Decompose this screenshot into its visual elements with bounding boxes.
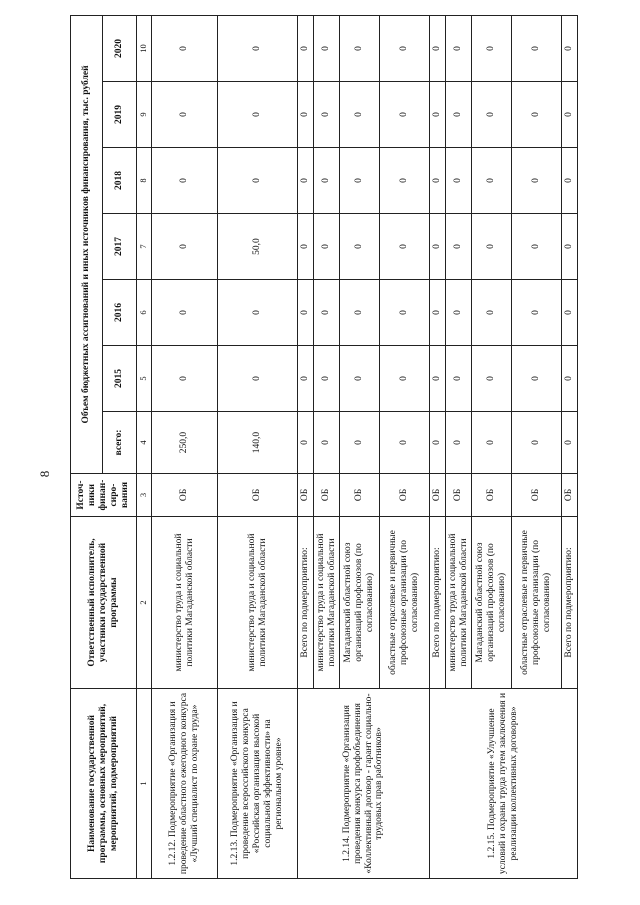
source-cell: ОБ: [446, 474, 472, 517]
value-cell: 0: [340, 280, 380, 346]
value-cell: 0: [472, 280, 512, 346]
value-cell: 0: [152, 82, 218, 148]
value-cell: 0: [446, 82, 472, 148]
value-cell: 0: [340, 82, 380, 148]
subaction-name: 1.2.15. Подмероприятие «Улучшение условий и охраны труда путем заключения и реализации коллективных договоров»: [430, 689, 578, 879]
executor-cell: Всего по подмероприятию:: [298, 517, 314, 689]
executor-cell: Всего по подмероприятию:: [430, 517, 446, 689]
value-cell: 0: [512, 148, 562, 214]
value-cell: 0: [512, 214, 562, 280]
value-cell: 0: [380, 15, 430, 81]
value-cell: 0: [562, 148, 578, 214]
value-cell: 0: [314, 82, 340, 148]
value-cell: 0: [298, 412, 314, 474]
header-year: 2017: [103, 214, 137, 280]
value-cell: 0: [380, 346, 430, 412]
value-cell: 0: [314, 346, 340, 412]
value-cell: 0: [218, 82, 298, 148]
value-cell: 0: [340, 412, 380, 474]
value-cell: 0: [446, 346, 472, 412]
value-cell: 0: [314, 15, 340, 81]
value-cell: 0: [472, 15, 512, 81]
value-cell: 0: [298, 82, 314, 148]
column-number: 3: [137, 474, 152, 517]
value-cell: 0: [380, 214, 430, 280]
value-cell: 0: [446, 148, 472, 214]
header-year: 2016: [103, 280, 137, 346]
column-number: 5: [137, 346, 152, 412]
source-cell: ОБ: [512, 474, 562, 517]
header-year: 2020: [103, 15, 137, 81]
value-cell: 0: [314, 148, 340, 214]
source-cell: ОБ: [298, 474, 314, 517]
source-cell: ОБ: [472, 474, 512, 517]
value-cell: 0: [472, 412, 512, 474]
value-cell: 140,0: [218, 412, 298, 474]
column-number: 6: [137, 280, 152, 346]
column-number-row: [137, 15, 152, 878]
value-cell: 0: [512, 346, 562, 412]
header-program-name: Наименование государственной программы, основных мероприятий, мероприятий, подмероприятий: [71, 689, 137, 879]
value-cell: 0: [472, 148, 512, 214]
value-cell: 0: [512, 15, 562, 81]
column-number: 10: [137, 15, 152, 81]
table-row: [430, 15, 446, 878]
value-cell: 0: [314, 280, 340, 346]
value-cell: 0: [380, 412, 430, 474]
value-cell: 0: [340, 15, 380, 81]
table-row: [152, 15, 218, 878]
header-year: 2018: [103, 148, 137, 214]
value-cell: 0: [562, 82, 578, 148]
value-cell: 0: [512, 412, 562, 474]
value-cell: 0: [218, 280, 298, 346]
executor-cell: Магаданский областной союз организаций профсоюзов (по согласованию): [472, 517, 512, 689]
value-cell: 0: [472, 82, 512, 148]
executor-cell: министерство труда и социальной политики Магаданской области: [446, 517, 472, 689]
column-number: 7: [137, 214, 152, 280]
executor-cell: Магаданский областной союз организаций профсоюзов (по согласованию): [340, 517, 380, 689]
value-cell: 0: [430, 346, 446, 412]
subaction-name: 1.2.14. Подмероприятие «Организация проведения конкурса профобъединения «Коллективный договор - гарант социально-трудовых прав работников»: [298, 689, 430, 879]
value-cell: 0: [562, 346, 578, 412]
value-cell: 0: [430, 280, 446, 346]
subaction-name: 1.2.12. Подмероприятие «Организация и проведение областного ежегодного конкурса «Лучший специалист по охране труда»: [152, 689, 218, 879]
value-cell: 0: [380, 82, 430, 148]
source-cell: ОБ: [340, 474, 380, 517]
value-cell: 0: [446, 15, 472, 81]
source-cell: ОБ: [380, 474, 430, 517]
value-cell: 0: [380, 280, 430, 346]
executor-cell: областные отраслевые и первичные профсоюзные организации (по согласованию): [380, 517, 430, 689]
value-cell: 0: [314, 412, 340, 474]
executor-cell: министерство труда и социальной политики Магаданской области: [218, 517, 298, 689]
source-cell: ОБ: [218, 474, 298, 517]
value-cell: 0: [430, 15, 446, 81]
value-cell: 0: [562, 214, 578, 280]
value-cell: 250,0: [152, 412, 218, 474]
value-cell: 0: [472, 214, 512, 280]
value-cell: 0: [218, 346, 298, 412]
value-cell: 0: [298, 214, 314, 280]
header-budget-group: Объем бюджетных ассигнований и иных источников финансирования, тыс. рублей: [71, 15, 103, 473]
value-cell: 0: [562, 15, 578, 81]
value-cell: 0: [152, 148, 218, 214]
column-number: 2: [137, 517, 152, 689]
column-number: 9: [137, 82, 152, 148]
value-cell: 0: [562, 412, 578, 474]
column-number: 8: [137, 148, 152, 214]
source-cell: ОБ: [314, 474, 340, 517]
value-cell: 0: [340, 346, 380, 412]
value-cell: 50,0: [218, 214, 298, 280]
page-number: 8: [37, 470, 52, 478]
header-total: всего:: [103, 412, 137, 474]
value-cell: 0: [512, 280, 562, 346]
table-row: [298, 15, 314, 878]
header-source: Источ-ники финан-сиро-вания: [71, 474, 137, 517]
value-cell: 0: [430, 148, 446, 214]
header-executor: Ответственный исполнитель, участники государственной программы: [71, 517, 137, 689]
value-cell: 0: [512, 82, 562, 148]
column-number: 1: [137, 689, 152, 879]
executor-cell: министерство труда и социальной политики Магаданской области: [152, 517, 218, 689]
value-cell: 0: [340, 148, 380, 214]
table-row: [218, 15, 298, 878]
value-cell: 0: [380, 148, 430, 214]
value-cell: 0: [430, 214, 446, 280]
value-cell: 0: [218, 148, 298, 214]
value-cell: 0: [314, 214, 340, 280]
executor-cell: министерство труда и социальной политики Магаданской области: [314, 517, 340, 689]
executor-cell: областные отраслевые и первичные профсоюзные организации (по согласованию): [512, 517, 562, 689]
value-cell: 0: [298, 15, 314, 81]
source-cell: ОБ: [152, 474, 218, 517]
value-cell: 0: [446, 412, 472, 474]
value-cell: 0: [430, 412, 446, 474]
header-year: 2019: [103, 82, 137, 148]
header-year: 2015: [103, 346, 137, 412]
executor-cell: Всего по подмероприятию:: [562, 517, 578, 689]
budget-table: [70, 15, 578, 879]
column-number: 4: [137, 412, 152, 474]
value-cell: 0: [152, 214, 218, 280]
value-cell: 0: [562, 280, 578, 346]
value-cell: 0: [298, 280, 314, 346]
source-cell: ОБ: [562, 474, 578, 517]
value-cell: 0: [430, 82, 446, 148]
value-cell: 0: [446, 214, 472, 280]
value-cell: 0: [218, 15, 298, 81]
subaction-name: 1.2.13. Подмероприятие «Организация и проведение всероссийского конкурса «Российская организация высокой социальной эффективности» на региональном уровне»: [218, 689, 298, 879]
value-cell: 0: [446, 280, 472, 346]
value-cell: 0: [472, 346, 512, 412]
value-cell: 0: [298, 346, 314, 412]
source-cell: ОБ: [430, 474, 446, 517]
value-cell: 0: [152, 280, 218, 346]
value-cell: 0: [298, 148, 314, 214]
value-cell: 0: [152, 15, 218, 81]
value-cell: 0: [340, 214, 380, 280]
value-cell: 0: [152, 346, 218, 412]
